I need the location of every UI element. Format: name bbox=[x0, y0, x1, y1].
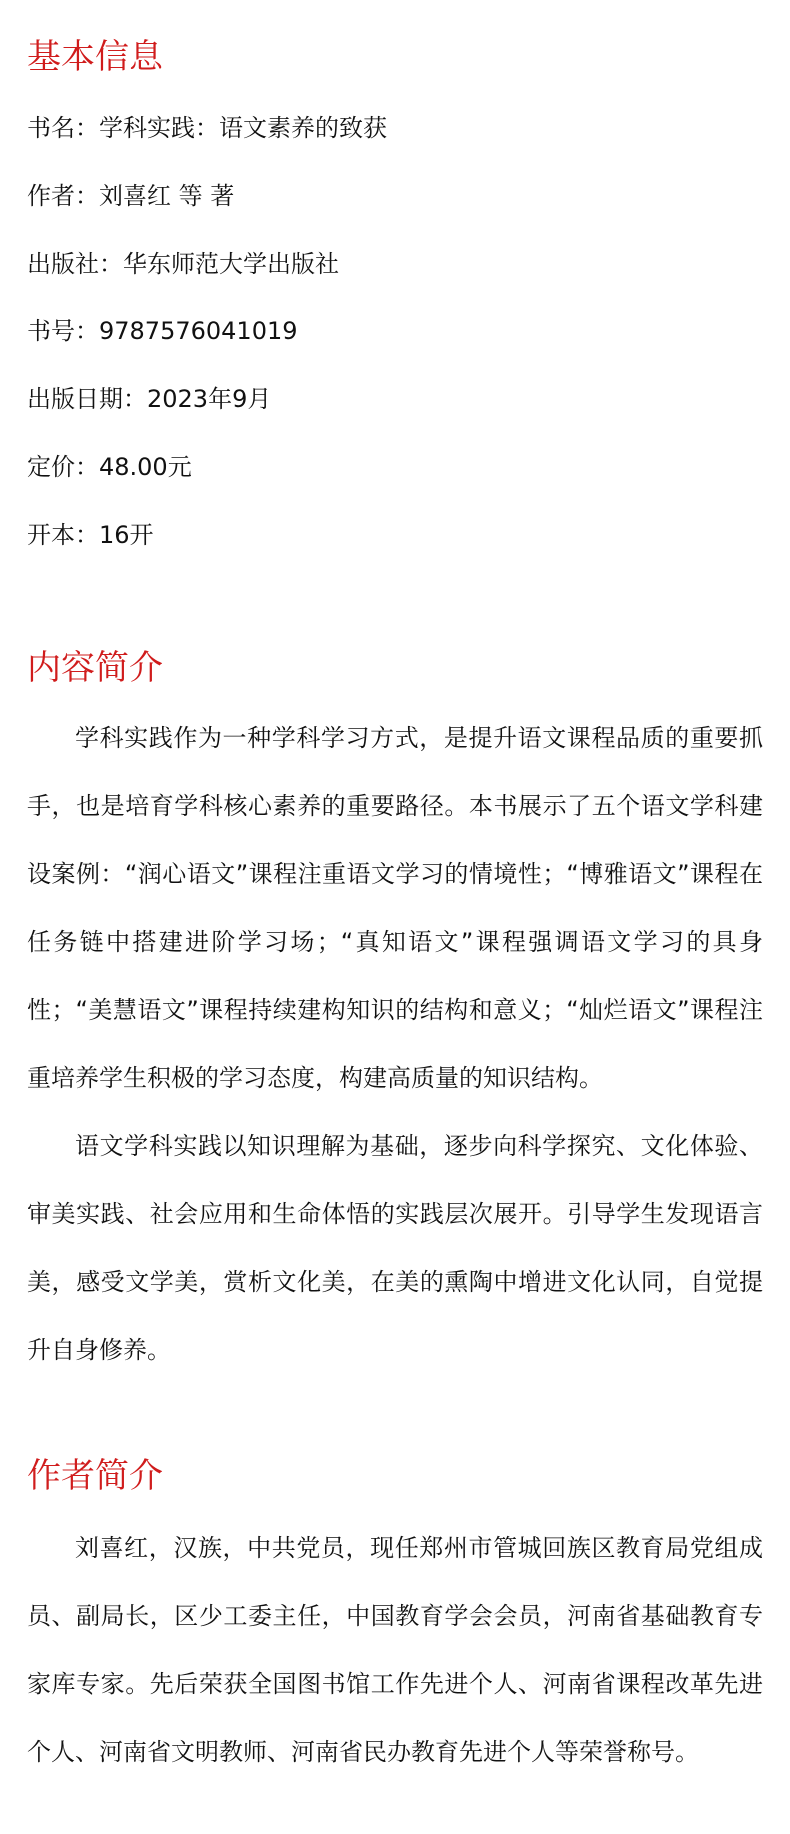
content-intro-paragraph-1: 学科实践作为一种学科学习方式，是提升语文课程品质的重要抓手，也是培育学科核心素养的重要路径。本书展示了五个语文学科建设案例：“润心语文”课程注重语文学习的情境性；“博雅语文”课程在任务链中搭建进阶学习场；“真知语文”课程强调语文学习的具身性；“美慧语文”课程持续建构知识的结构和意义；“灿烂语文”课程注重培养学生积极的学习态度，构建高质量的知识结构。 bbox=[27, 724, 763, 1092]
publisher-line: 出版社：华东师范大学出版社 bbox=[27, 250, 339, 278]
content-intro-paragraph-2: 语文学科实践以知识理解为基础，逐步向科学探究、文化体验、审美实践、社会应用和生命体悟的实践层次展开。引导学生发现语言美，感受文学美，赏析文化美，在美的熏陶中增进文化认同，自觉提升自身修养。 bbox=[27, 1132, 763, 1364]
author-line: 作者：刘喜红 等 著 bbox=[27, 182, 235, 210]
basic-info-heading: 基本信息 bbox=[27, 37, 163, 77]
content-intro-heading: 内容简介 bbox=[27, 648, 163, 688]
format-line: 开本：16开 bbox=[27, 521, 154, 549]
book-title-line: 书名：学科实践：语文素养的致获 bbox=[27, 114, 387, 142]
author-intro-heading: 作者简介 bbox=[27, 1456, 163, 1496]
publish-date-line: 出版日期：2023年9月 bbox=[27, 385, 272, 413]
author-intro-paragraph-1: 刘喜红，汉族，中共党员，现任郑州市管城回族区教育局党组成员、副局长，区少工委主任，中国教育学会会员，河南省基础教育专家库专家。先后荣获全国图书馆工作先进个人、河南省课程改革先进个人、河南省文明教师、河南省民办教育先进个人等荣誉称号。 bbox=[27, 1534, 763, 1766]
author-intro-body bbox=[27, 1514, 763, 1786]
price-line: 定价：48.00元 bbox=[27, 453, 192, 481]
content-intro-body bbox=[27, 704, 763, 1384]
isbn-line: 书号：9787576041019 bbox=[27, 317, 298, 345]
